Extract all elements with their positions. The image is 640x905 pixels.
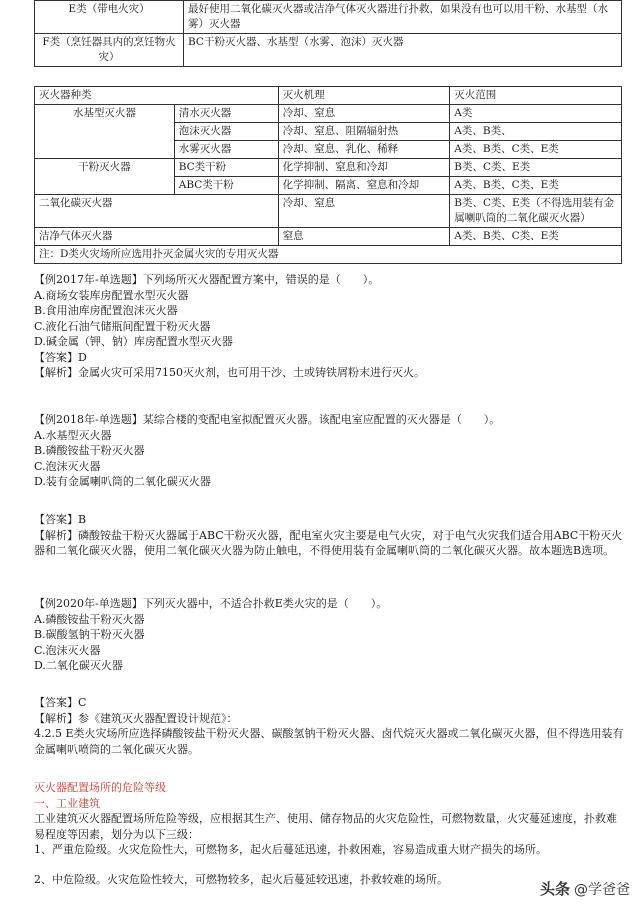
table-cell: 冷却、窒息、乳化、稀释 [278,141,450,159]
table-row [35,195,622,228]
table-row [35,1,622,34]
table-cell: B类、C类、E类 [450,159,622,177]
table-header-row [35,87,622,105]
table-row [35,159,622,177]
question-title: 【例2018年-单选题】某综合楼的变配电室拟配置灭火器。该配电室应配置的灭火器是（ ）。 [34,413,501,426]
table-cell: E类（带电火灾） [35,1,184,34]
table-cell: ABC类干粉 [174,177,278,195]
watermark [540,878,630,899]
section-paragraph: 工业建筑灭火器配置场所危险等级，应根据其生产、使用、储存物品的火灾危险性，可燃物数量，火灾蔓延速度，扑救难易程度等因素，划分为以下三级： [34,812,617,841]
table-cell: BC类干粉 [174,159,278,177]
watermark-account: @学爸爸 [574,881,630,898]
group-cell: 洁净气体灭火器 [35,228,279,246]
group-cell: 二氧化碳灭火器 [35,195,279,228]
option-d: D.碱金属（钾、钠）库房配置水型灭火器 [34,335,233,348]
table-cell: 冷却、窒息 [278,195,450,228]
table-cell: B类、C类、E类（不得选用装有金属喇叭筒的二氧化碳灭火器） [450,195,622,228]
question-title: 【例2017年-单选题】下列场所灭火器配置方案中，错误的是（ ）。 [34,273,380,286]
option-a: A.水基型灭火器 [34,428,112,442]
table-cell: 水雾灭火器 [174,141,278,159]
section-paragraph: 2、中危险级。火灾危险性较大，可燃物较多，起火后蔓延较迅速，扑救较难的场所。 [34,872,448,886]
header-cell: 灭火机理 [278,87,450,105]
question-title: 【例2020年-单选题】下列灭火器中，不适合扑救E类火灾的是（ ）。 [34,597,388,610]
option-b: B.碳酸氢钠干粉灭火器 [34,628,145,641]
analysis-detail: 4.2.5 E类火灾场所应选择磷酸铵盐干粉灭火器、碳酸氢钠干粉灭火器、卤代烷灭火器或二氧化碳灭火器，但不得选用装有金属喇叭喷筒的二氧化碳灭火器。 [34,727,624,756]
section-paragraph: 1、严重危险级。火灾危险性大，可燃物多，起火后蔓延迅速，扑救困难，容易造成重大财产损失的场所。 [34,843,547,856]
table-cell: A类 [450,105,622,123]
table-cell: 冷却、窒息、阻隔辐射热 [278,123,450,141]
fire-class-table [34,0,622,67]
table-row [35,228,622,246]
table-cell: 窒息 [278,228,450,246]
option-d: D.二氧化碳灭火器 [34,659,123,672]
analysis: 【解析】磷酸铵盐干粉灭火器属于ABC干粉灭火器，配电室火灾主要是电气火灾，对于电气火灾我们适合用ABC干粉灭火器和二氧化碳灭火器，使用二氧化碳灭火器为防止触电，不得使用装有金属喇叭筒的二氧化碳灭火器。故本题选B选项。 [34,528,623,557]
question-3 [34,596,624,674]
option-d: D.装有金属喇叭筒的二氧化碳灭火器 [34,475,211,488]
watermark-brand: 头条 [539,880,570,898]
question-1 [34,272,624,381]
question-2 [34,412,624,490]
answer: 【答案】B [34,513,87,526]
section-subtitle: 一、工业建筑 [34,796,100,810]
option-b: B.食用油库房配置泡沫灭火器 [34,304,178,317]
table-cell: 冷却、窒息 [278,105,450,123]
table-cell: F类（烹饪器具内的烹饪物火灾） [35,34,184,67]
table-cell: 化学抑制、窒息和冷却 [278,159,450,177]
analysis: 【解析】金属火灾可采用7150灭火剂，也可用干沙、土或铸铁屑粉末进行灭火。 [34,366,425,379]
option-c: C.泡沫灭火器 [34,459,101,473]
option-c: C.液化石油气储瓶间配置干粉灭火器 [34,319,211,333]
option-b: B.磷酸铵盐干粉灭火器 [34,444,145,457]
table-note: 注：D类火灾场所应选用扑灭金属火灾的专用灭火器 [35,246,622,264]
answer: 【答案】D [34,350,87,364]
section-title: 灭火器配置场所的危险等级 [34,781,166,794]
option-a: A.磷酸铵盐干粉灭火器 [34,612,145,626]
group-cell: 水基型灭火器 [35,105,175,159]
group-cell: 干粉灭火器 [35,159,175,195]
question-2-answer [34,512,624,559]
option-a: A.商场女装库房配置水型灭火器 [34,288,189,302]
table-row [35,105,622,123]
table-cell: 清水灭火器 [174,105,278,123]
table-cell: 最好使用二氧化碳灭火器或洁净气体灭火器进行扑救，如果没有也可以用干粉、水基型（水雾）灭火器 [184,1,622,34]
extinguisher-table [34,86,622,264]
answer: 【答案】C [34,696,87,709]
table-cell: A类、B类、 [450,123,622,141]
header-cell: 灭火范围 [450,87,622,105]
danger-level-section [34,780,624,887]
table-cell: BC干粉灭火器、水基型（水雾、泡沫）灭火器 [184,34,622,67]
table-cell: A类、B类、C类、E类 [450,141,622,159]
table-cell: A类、B类、C类、E类 [450,228,622,246]
table-cell: 泡沫灭火器 [174,123,278,141]
header-cell: 灭火器种类 [35,87,279,105]
table-note-row [35,246,622,264]
table-row [35,34,622,67]
analysis: 【解析】参《建筑灭火器配置设计规范》： [34,711,238,725]
table-cell: 化学抑制、隔离、窒息和冷却 [278,177,450,195]
table-cell: A类、B类、C类、E类 [450,177,622,195]
option-c: C.泡沫灭火器 [34,643,101,657]
question-3-answer [34,695,624,757]
